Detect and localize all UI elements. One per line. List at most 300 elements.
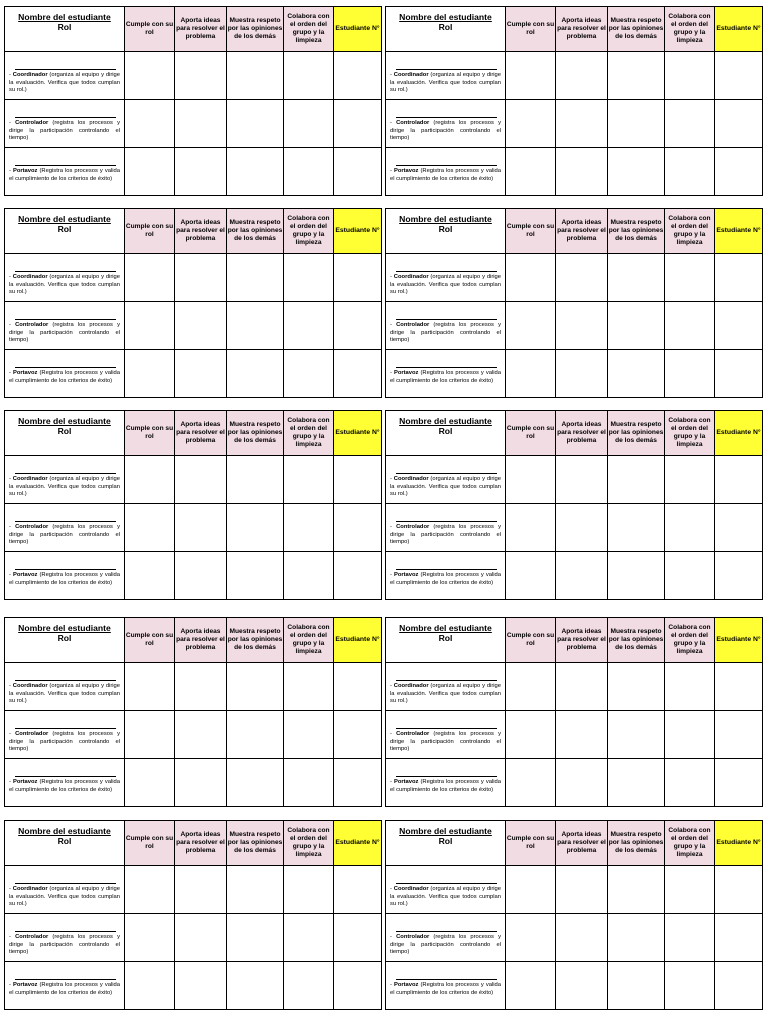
name-write-line[interactable] [15, 271, 116, 272]
score-cell[interactable] [608, 456, 665, 504]
score-cell[interactable] [665, 504, 715, 552]
role-bullet: - [9, 572, 11, 578]
role-row [386, 663, 763, 711]
score-cell[interactable] [125, 866, 175, 914]
name-write-line[interactable] [15, 473, 116, 474]
score-cell[interactable] [334, 52, 382, 100]
role-description [9, 886, 120, 909]
score-cell[interactable] [125, 456, 175, 504]
criterion-header: Cumple con su rol [506, 618, 556, 663]
criterion-header: Colabora con el orden del grupo y la limpieza [665, 618, 715, 663]
score-cell[interactable] [715, 914, 763, 962]
role-row [386, 552, 763, 600]
score-cell[interactable] [175, 914, 227, 962]
role-row [5, 504, 382, 552]
score-cell[interactable] [284, 962, 334, 1010]
score-cell[interactable] [608, 552, 665, 600]
score-cell[interactable] [125, 552, 175, 600]
score-cell[interactable] [506, 52, 556, 100]
name-write-line[interactable] [396, 680, 497, 681]
role-description [390, 572, 501, 587]
role-cell [386, 663, 506, 711]
role-cell [5, 914, 125, 962]
role-name: Coordinador [12, 476, 48, 482]
score-cell[interactable] [506, 759, 556, 807]
role-bullet: - [390, 168, 392, 174]
score-cell[interactable] [715, 148, 763, 196]
role-cell [5, 663, 125, 711]
score-cell[interactable] [125, 100, 175, 148]
score-cell[interactable] [334, 663, 382, 711]
score-cell[interactable] [334, 914, 382, 962]
role-cell [386, 914, 506, 962]
score-cell[interactable] [556, 148, 608, 196]
name-write-line[interactable] [15, 521, 116, 522]
criterion-header: Muestra respeto por las opiniones de los demás [608, 618, 665, 663]
criterion-header: Colabora con el orden del grupo y la limpieza [284, 411, 334, 456]
role-description [390, 886, 501, 909]
name-write-line[interactable] [396, 367, 497, 368]
score-cell[interactable] [665, 962, 715, 1010]
criterion-header: Colabora con el orden del grupo y la limpieza [665, 411, 715, 456]
score-cell[interactable] [125, 350, 175, 398]
role-cell [386, 552, 506, 600]
score-cell[interactable] [175, 663, 227, 711]
score-cell[interactable] [665, 52, 715, 100]
score-cell[interactable] [715, 711, 763, 759]
role-row [5, 866, 382, 914]
score-cell[interactable] [227, 148, 284, 196]
score-cell[interactable] [608, 350, 665, 398]
role-description [390, 524, 501, 547]
name-write-line[interactable] [396, 728, 497, 729]
score-cell[interactable] [608, 254, 665, 302]
score-cell[interactable] [556, 663, 608, 711]
role-description [390, 779, 501, 794]
score-cell[interactable] [608, 504, 665, 552]
score-cell[interactable] [665, 914, 715, 962]
role-description [9, 779, 120, 794]
score-cell[interactable] [284, 456, 334, 504]
criterion-header: Aporta ideas para resolver el problema [175, 618, 227, 663]
score-cell[interactable] [334, 962, 382, 1010]
score-cell[interactable] [284, 302, 334, 350]
score-cell[interactable] [608, 302, 665, 350]
rol-label: Rol [438, 836, 453, 846]
score-cell[interactable] [175, 866, 227, 914]
score-cell[interactable] [334, 504, 382, 552]
score-cell[interactable] [125, 663, 175, 711]
role-name: Portavoz [12, 168, 38, 174]
role-name: Controlador [396, 322, 430, 328]
score-cell[interactable] [284, 914, 334, 962]
score-cell[interactable] [665, 456, 715, 504]
criterion-header: Muestra respeto por las opiniones de los demás [608, 209, 665, 254]
score-cell[interactable] [227, 100, 284, 148]
name-write-line[interactable] [396, 979, 497, 980]
score-cell[interactable] [665, 711, 715, 759]
score-cell[interactable] [608, 914, 665, 962]
score-cell[interactable] [506, 552, 556, 600]
role-bullet: - [390, 731, 392, 737]
score-cell[interactable] [175, 52, 227, 100]
score-cell[interactable] [556, 914, 608, 962]
role-bullet: - [390, 982, 392, 988]
score-cell[interactable] [175, 552, 227, 600]
role-detail: (Registra los procesos y valida el cumplimiento de los criterios de éxito) [390, 572, 501, 586]
role-bullet: - [390, 934, 392, 940]
score-cell[interactable] [227, 552, 284, 600]
score-cell[interactable] [556, 866, 608, 914]
role-bullet: - [390, 476, 392, 482]
score-cell[interactable] [556, 456, 608, 504]
role-row [5, 552, 382, 600]
score-cell[interactable] [284, 552, 334, 600]
role-row [386, 350, 763, 398]
score-cell[interactable] [227, 663, 284, 711]
role-cell [5, 504, 125, 552]
score-cell[interactable] [608, 100, 665, 148]
score-cell[interactable] [284, 711, 334, 759]
role-name: Portavoz [393, 779, 419, 785]
score-cell[interactable] [715, 100, 763, 148]
score-cell[interactable] [175, 254, 227, 302]
criterion-header: Aporta ideas para resolver el problema [175, 411, 227, 456]
role-bullet: - [9, 524, 11, 530]
score-cell[interactable] [284, 759, 334, 807]
score-cell[interactable] [665, 148, 715, 196]
score-cell[interactable] [556, 711, 608, 759]
name-write-line[interactable] [15, 117, 116, 118]
role-name: Controlador [15, 524, 49, 530]
role-description [390, 72, 501, 95]
score-cell[interactable] [715, 663, 763, 711]
score-cell[interactable] [334, 302, 382, 350]
student-name-header [5, 411, 125, 456]
role-row [386, 962, 763, 1010]
role-name: Portavoz [393, 572, 419, 578]
score-cell[interactable] [556, 100, 608, 148]
score-cell[interactable] [506, 254, 556, 302]
score-cell[interactable] [715, 52, 763, 100]
name-write-line[interactable] [396, 165, 497, 166]
role-bullet: - [9, 476, 11, 482]
score-cell[interactable] [715, 504, 763, 552]
criterion-header: Aporta ideas para resolver el problema [556, 411, 608, 456]
role-name: Controlador [396, 731, 430, 737]
role-row [5, 663, 382, 711]
role-name: Coordinador [12, 274, 48, 280]
name-write-line[interactable] [396, 117, 497, 118]
role-cell [5, 552, 125, 600]
score-cell[interactable] [334, 552, 382, 600]
student-name-label: Nombre del estudiante [18, 12, 111, 22]
role-detail: (Registra los procesos y valida el cumplimiento de los criterios de éxito) [9, 982, 120, 996]
score-cell[interactable] [227, 254, 284, 302]
role-name: Portavoz [393, 982, 419, 988]
score-cell[interactable] [175, 711, 227, 759]
criterion-header: Colabora con el orden del grupo y la limpieza [665, 7, 715, 52]
score-cell[interactable] [715, 552, 763, 600]
role-bullet: - [9, 934, 11, 940]
role-cell [5, 962, 125, 1010]
score-cell[interactable] [556, 552, 608, 600]
name-write-line[interactable] [15, 569, 116, 570]
role-detail: (organiza al equipo y dirige la evaluación. Verifica que todos cumplan su rol.) [9, 72, 120, 93]
score-cell[interactable] [227, 350, 284, 398]
criterion-header: Aporta ideas para resolver el problema [175, 821, 227, 866]
score-cell[interactable] [556, 254, 608, 302]
role-row [5, 962, 382, 1010]
role-description [9, 934, 120, 957]
score-cell[interactable] [556, 504, 608, 552]
score-cell[interactable] [556, 962, 608, 1010]
score-cell[interactable] [665, 254, 715, 302]
role-description [9, 120, 120, 143]
score-cell[interactable] [334, 148, 382, 196]
score-cell[interactable] [227, 302, 284, 350]
name-write-line[interactable] [15, 319, 116, 320]
score-cell[interactable] [665, 663, 715, 711]
rol-label: Rol [57, 224, 72, 234]
score-cell[interactable] [715, 302, 763, 350]
score-cell[interactable] [608, 962, 665, 1010]
role-bullet: - [390, 72, 392, 78]
rol-label: Rol [438, 22, 453, 32]
role-name: Controlador [396, 524, 430, 530]
student-number-header: Estudiante N° [334, 411, 382, 456]
score-cell[interactable] [608, 52, 665, 100]
score-cell[interactable] [334, 711, 382, 759]
score-cell[interactable] [284, 504, 334, 552]
role-bullet: - [390, 524, 392, 530]
role-bullet: - [9, 683, 11, 689]
score-cell[interactable] [506, 866, 556, 914]
name-write-line[interactable] [15, 367, 116, 368]
role-cell [5, 100, 125, 148]
score-cell[interactable] [284, 100, 334, 148]
score-cell[interactable] [506, 456, 556, 504]
role-detail: (registra los procesos y dirige la participación controlando el tiempo) [9, 322, 120, 343]
score-cell[interactable] [334, 759, 382, 807]
rol-label: Rol [57, 633, 72, 643]
score-cell[interactable] [556, 759, 608, 807]
score-cell[interactable] [665, 350, 715, 398]
score-cell[interactable] [334, 254, 382, 302]
score-cell[interactable] [556, 302, 608, 350]
student-number-header: Estudiante N° [715, 618, 763, 663]
role-detail: (organiza al equipo y dirige la evaluación. Verifica que todos cumplan su rol.) [9, 476, 120, 497]
name-write-line[interactable] [15, 165, 116, 166]
student-number-header: Estudiante N° [334, 821, 382, 866]
score-cell[interactable] [227, 52, 284, 100]
score-cell[interactable] [227, 759, 284, 807]
role-description [390, 934, 501, 957]
score-cell[interactable] [125, 254, 175, 302]
role-cell [386, 254, 506, 302]
score-cell[interactable] [175, 456, 227, 504]
rubric-table [385, 617, 763, 807]
name-write-line[interactable] [396, 883, 497, 884]
score-cell[interactable] [284, 52, 334, 100]
name-write-line[interactable] [15, 69, 116, 70]
score-cell[interactable] [175, 504, 227, 552]
role-name: Portavoz [12, 572, 38, 578]
score-cell[interactable] [125, 148, 175, 196]
score-cell[interactable] [175, 302, 227, 350]
role-description [390, 982, 501, 997]
score-cell[interactable] [608, 711, 665, 759]
rubric-table [385, 410, 763, 600]
role-bullet: - [9, 731, 11, 737]
name-write-line[interactable] [396, 776, 497, 777]
role-cell [386, 100, 506, 148]
score-cell[interactable] [506, 302, 556, 350]
criterion-header: Colabora con el orden del grupo y la limpieza [284, 7, 334, 52]
criterion-header: Muestra respeto por las opiniones de los demás [227, 821, 284, 866]
name-write-line[interactable] [15, 931, 116, 932]
rol-label: Rol [438, 224, 453, 234]
role-name: Coordinador [393, 274, 429, 280]
score-cell[interactable] [227, 504, 284, 552]
role-cell [386, 302, 506, 350]
role-row [5, 759, 382, 807]
score-cell[interactable] [608, 148, 665, 196]
score-cell[interactable] [665, 552, 715, 600]
criterion-header: Muestra respeto por las opiniones de los demás [608, 7, 665, 52]
score-cell[interactable] [175, 148, 227, 196]
score-cell[interactable] [506, 100, 556, 148]
score-cell[interactable] [227, 866, 284, 914]
score-cell[interactable] [227, 456, 284, 504]
score-cell[interactable] [665, 302, 715, 350]
name-write-line[interactable] [396, 473, 497, 474]
role-bullet: - [390, 322, 392, 328]
score-cell[interactable] [715, 350, 763, 398]
score-cell[interactable] [284, 350, 334, 398]
rubric-table [4, 6, 382, 196]
score-cell[interactable] [506, 504, 556, 552]
criterion-header: Cumple con su rol [506, 209, 556, 254]
role-detail: (registra los procesos y dirige la participación controlando el tiempo) [390, 120, 501, 141]
role-cell [5, 302, 125, 350]
score-cell[interactable] [715, 759, 763, 807]
name-write-line[interactable] [396, 319, 497, 320]
name-write-line[interactable] [15, 883, 116, 884]
score-cell[interactable] [506, 962, 556, 1010]
score-cell[interactable] [227, 711, 284, 759]
score-cell[interactable] [125, 759, 175, 807]
name-write-line[interactable] [396, 931, 497, 932]
score-cell[interactable] [125, 914, 175, 962]
score-cell[interactable] [284, 254, 334, 302]
role-cell [5, 866, 125, 914]
role-name: Coordinador [12, 886, 48, 892]
score-cell[interactable] [506, 148, 556, 196]
score-cell[interactable] [334, 100, 382, 148]
role-detail: (organiza al equipo y dirige la evaluación. Verifica que todos cumplan su rol.) [9, 274, 120, 295]
role-bullet: - [390, 779, 392, 785]
criterion-header: Aporta ideas para resolver el problema [175, 7, 227, 52]
score-cell[interactable] [506, 914, 556, 962]
score-cell[interactable] [334, 456, 382, 504]
score-cell[interactable] [608, 866, 665, 914]
score-cell[interactable] [665, 866, 715, 914]
role-bullet: - [390, 370, 392, 376]
role-description [390, 322, 501, 345]
name-write-line[interactable] [396, 569, 497, 570]
score-cell[interactable] [125, 302, 175, 350]
criterion-header: Cumple con su rol [506, 821, 556, 866]
name-write-line[interactable] [396, 521, 497, 522]
score-cell[interactable] [175, 759, 227, 807]
name-write-line[interactable] [15, 979, 116, 980]
score-cell[interactable] [227, 962, 284, 1010]
score-cell[interactable] [715, 254, 763, 302]
score-cell[interactable] [284, 663, 334, 711]
role-detail: (Registra los procesos y valida el cumplimiento de los criterios de éxito) [390, 779, 501, 793]
score-cell[interactable] [125, 711, 175, 759]
name-write-line[interactable] [396, 271, 497, 272]
role-bullet: - [9, 370, 11, 376]
name-write-line[interactable] [396, 69, 497, 70]
score-cell[interactable] [334, 350, 382, 398]
score-cell[interactable] [556, 52, 608, 100]
role-cell [386, 962, 506, 1010]
score-cell[interactable] [556, 350, 608, 398]
score-cell[interactable] [175, 100, 227, 148]
score-cell[interactable] [715, 962, 763, 1010]
score-cell[interactable] [608, 759, 665, 807]
criterion-header: Colabora con el orden del grupo y la limpieza [665, 821, 715, 866]
score-cell[interactable] [227, 914, 284, 962]
score-cell[interactable] [665, 759, 715, 807]
role-description [390, 168, 501, 183]
score-cell[interactable] [284, 866, 334, 914]
name-write-line[interactable] [15, 728, 116, 729]
role-description [390, 370, 501, 385]
score-cell[interactable] [715, 456, 763, 504]
role-description [390, 683, 501, 706]
score-cell[interactable] [608, 663, 665, 711]
score-cell[interactable] [284, 148, 334, 196]
score-cell[interactable] [715, 866, 763, 914]
student-name-header [5, 821, 125, 866]
score-cell[interactable] [125, 504, 175, 552]
score-cell[interactable] [506, 350, 556, 398]
role-description [390, 274, 501, 297]
name-write-line[interactable] [15, 776, 116, 777]
score-cell[interactable] [175, 350, 227, 398]
score-cell[interactable] [175, 962, 227, 1010]
score-cell[interactable] [125, 52, 175, 100]
role-row [386, 302, 763, 350]
score-cell[interactable] [506, 663, 556, 711]
student-name-label: Nombre del estudiante [18, 214, 111, 224]
score-cell[interactable] [506, 711, 556, 759]
student-name-label: Nombre del estudiante [399, 214, 492, 224]
student-name-label: Nombre del estudiante [18, 416, 111, 426]
score-cell[interactable] [125, 962, 175, 1010]
score-cell[interactable] [665, 100, 715, 148]
student-name-label: Nombre del estudiante [399, 623, 492, 633]
score-cell[interactable] [334, 866, 382, 914]
role-row [5, 100, 382, 148]
name-write-line[interactable] [15, 680, 116, 681]
role-row [5, 350, 382, 398]
role-bullet: - [390, 120, 392, 126]
role-detail: (organiza al equipo y dirige la evaluación. Verifica que todos cumplan su rol.) [390, 886, 501, 907]
